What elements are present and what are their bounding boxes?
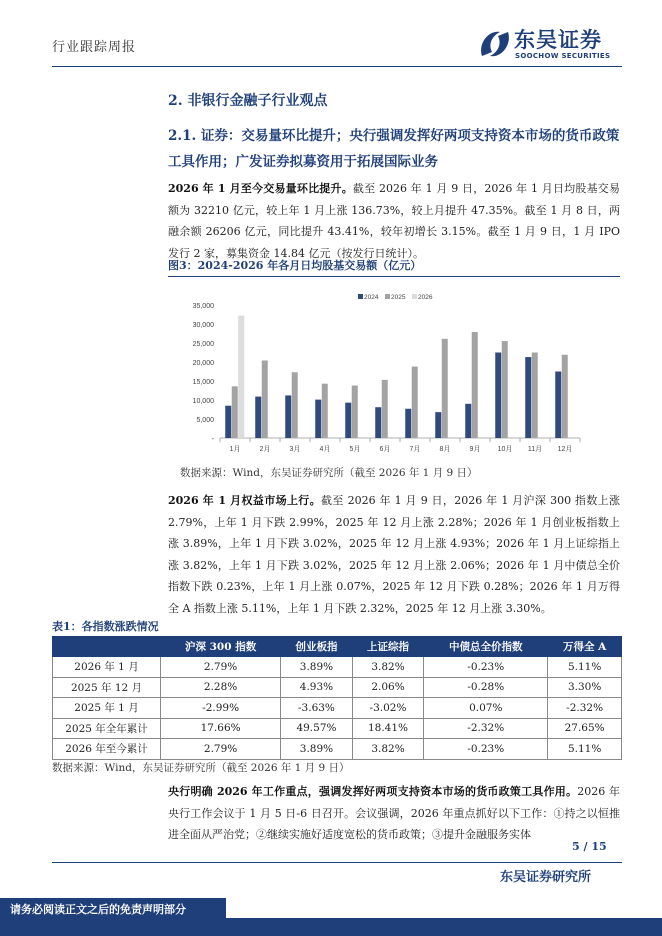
table-header-cell: 中债总全价指数 [424, 637, 548, 657]
footer-divider [52, 862, 622, 863]
table-cell: 0.07% [424, 698, 548, 719]
footer-organization: 东吴证券研究所 [500, 870, 592, 885]
paragraph-equity-market [168, 490, 620, 619]
disclaimer-text: 请务必阅读正文之后的免责声明部分 [10, 903, 186, 916]
x-tick-label: 11月 [527, 446, 543, 453]
table-header-cell: 上证综指 [352, 637, 424, 657]
table-header-cell: 万得全 A [548, 637, 622, 657]
legend-label: 2024 [364, 294, 379, 301]
table-cell: 17.66% [161, 718, 281, 739]
y-tick-label: 30,000 [192, 322, 214, 329]
table-cell: -3.02% [352, 698, 424, 719]
table-cell: -0.23% [424, 657, 548, 678]
bar-2024-9月 [465, 404, 471, 438]
bar-2025-1月 [232, 386, 238, 438]
x-tick-label: 6月 [379, 446, 391, 453]
y-tick-label: 35,000 [192, 303, 214, 310]
bar-2024-11月 [525, 357, 531, 438]
table-cell: 2.28% [161, 677, 281, 698]
table-header-cell: 创业板指 [281, 637, 353, 657]
x-tick-label: 10月 [497, 446, 513, 453]
paragraph-central-bank [168, 781, 620, 846]
table-cell: 2025 年全年累计 [53, 718, 161, 739]
index-performance-table [52, 636, 622, 760]
table-source: 数据来源：Wind，东吴证券研究所（截至 2026 年 1 月 9 日） [52, 762, 350, 774]
table-cell: -2.32% [424, 718, 548, 739]
legend-label: 2026 [418, 294, 433, 301]
bar-2024-10月 [495, 353, 501, 439]
header-divider [52, 66, 622, 67]
table-header-cell [53, 637, 161, 657]
x-tick-label: 12月 [557, 446, 573, 453]
bar-2025-3月 [292, 372, 298, 438]
table-cell: -0.23% [424, 739, 548, 760]
table-cell: 2025 年 1 月 [53, 698, 161, 719]
legend-swatch-2025 [385, 294, 390, 299]
paragraph-lead: 央行明确 2026 年工作重点，强调发挥好两项支持资本市场的货币政策工具作用。 [168, 785, 578, 798]
legend-label: 2025 [391, 294, 406, 301]
table-cell: 18.41% [352, 718, 424, 739]
table-cell: -2.99% [161, 698, 281, 719]
bar-2024-6月 [375, 407, 381, 438]
figure-title: 图3：2024-2026 年各月日均股基交易额（亿元） [168, 257, 620, 277]
bar-2024-1月 [225, 406, 231, 438]
subsection-heading: 2.1. 证券：交易量环比提升；央行强调发挥好两项支持资本市场的货币政策工具作用；广发证券拟募资用于拓展国际业务 [168, 128, 620, 170]
table-row [53, 698, 622, 719]
table-cell: 3.89% [281, 739, 353, 760]
paragraph-lead: 2026 年 1 月权益市场上行。 [168, 494, 322, 507]
table-cell: -3.63% [281, 698, 353, 719]
x-tick-label: 7月 [409, 446, 421, 453]
report-type-label: 行业跟踪周报 [52, 40, 137, 55]
bar-2025-11月 [532, 353, 538, 439]
table-cell: 2.79% [161, 657, 281, 678]
bar-2024-7月 [405, 409, 411, 438]
bar-2025-5月 [352, 386, 358, 438]
table-title: 表1：各指数涨跌情况 [52, 620, 159, 633]
logo-mark-icon [478, 26, 512, 62]
x-tick-label: 9月 [469, 446, 481, 453]
paragraph-lead: 2026 年 1 月至今交易量环比提升。 [168, 182, 353, 195]
y-tick-label: 25,000 [192, 341, 214, 348]
figure-source: 数据来源：Wind，东吴证券研究所（截至 2026 年 1 月 9 日） [180, 467, 478, 479]
table-row [53, 677, 622, 698]
table-cell: 2.79% [161, 739, 281, 760]
x-tick-label: 8月 [439, 446, 451, 453]
table-cell: 5.11% [548, 739, 622, 760]
table-cell: -2.32% [548, 698, 622, 719]
bar-2025-8月 [442, 339, 448, 438]
paragraph-body: 截至 2026 年 1 月 9 日，2026 年 1 月日均股基交易额为 32210 亿元，较上年 1 月上涨 136.73%，较上月提升 47.35%。截至 1 月 8 日，两融余额 26206 亿元，同比提升 43.41%，较年初增长 3.15%。截至 1 月 9 日，1 月 IPO 发行 2 家，募集资金 14.84 亿元（按发行日统计）。 [168, 182, 621, 260]
logo-english-text: SOOCHOW SECURITIES [515, 52, 611, 60]
y-tick-label: 5,000 [196, 417, 214, 424]
table-cell: 2025 年 12 月 [53, 677, 161, 698]
bar-2026-1月 [238, 316, 244, 438]
bar-2025-4月 [322, 384, 328, 438]
bar-2025-2月 [262, 360, 268, 438]
table-cell: 3.89% [281, 657, 353, 678]
x-tick-label: 5月 [349, 446, 361, 453]
table-cell: 5.11% [548, 657, 622, 678]
y-tick-label: - [211, 436, 214, 443]
y-tick-label: 15,000 [192, 379, 214, 386]
table-cell: 3.30% [548, 677, 622, 698]
paragraph-body: 截至 2026 年 1 月 9 日，2026 年 1 月沪深 300 指数上涨 2.79%，上年 1 月下跌 2.99%，2025 年 12 月上涨 2.28%；2026 年 1 月创业板指数上涨 3.89%，上年 1 月下跌 3.02%，2025 年 12 月上涨 4.93%；2026 年 1 月上证综指上涨 3.82%，上年 1 月下跌 3.02%，2025 年 12 月上涨 2.06%；2026 年 1 月中债总全价指数下跌 0.23%，上年 1 月上涨 0.07%，2025 年 12 月下跌 0.28%；2026 年 1 月万得全 A 指数上涨 5.11%，上年 1 月下跌 2.32%，2025 年 12 月上涨 3.30%。 [168, 494, 620, 615]
bar-chart [168, 280, 620, 460]
bar-2024-2月 [255, 397, 261, 438]
section-heading: 2. 非银行金融子行业观点 [168, 93, 328, 109]
table-cell: 2.06% [352, 677, 424, 698]
bar-2024-12月 [555, 372, 561, 439]
bar-2025-9月 [472, 332, 478, 438]
table-header-row [53, 637, 622, 657]
x-tick-label: 4月 [319, 446, 331, 453]
y-tick-label: 20,000 [192, 360, 214, 367]
table-cell: 2026 年 1 月 [53, 657, 161, 678]
table-cell: 2026 年至今累计 [53, 739, 161, 760]
bar-2025-10月 [502, 341, 508, 438]
bar-2025-12月 [562, 355, 568, 438]
disclaimer-banner [0, 898, 226, 918]
table-cell: -0.28% [424, 677, 548, 698]
bottom-band [0, 918, 662, 936]
x-tick-label: 1月 [229, 446, 241, 453]
bar-2024-8月 [435, 412, 441, 438]
table-row [53, 657, 622, 678]
company-logo [478, 24, 618, 64]
x-tick-label: 2月 [259, 446, 271, 453]
bar-2025-6月 [382, 380, 388, 438]
table-row [53, 718, 622, 739]
x-tick-label: 3月 [289, 446, 301, 453]
y-tick-label: 10,000 [192, 398, 214, 405]
paragraph-trading-volume [168, 178, 620, 264]
bar-2024-3月 [285, 395, 291, 438]
table-cell: 4.93% [281, 677, 353, 698]
table-cell: 49.57% [281, 718, 353, 739]
table-header-cell: 沪深 300 指数 [161, 637, 281, 657]
legend-swatch-2024 [358, 294, 363, 299]
legend-swatch-2026 [412, 294, 417, 299]
chart-svg [168, 280, 620, 460]
bar-2024-4月 [315, 400, 321, 438]
table-cell: 3.82% [352, 739, 424, 760]
paragraph-body: 2026 年央行工作会议于 1 月 5 日-6 日召开。会议强调，2026 年重点抓好以下工作：①持之以恒推进全面从严治党；②继续实施好适度宽松的货币政策；③提升金融服务实体 [168, 785, 620, 841]
table-cell: 27.65% [548, 718, 622, 739]
table-cell: 3.82% [352, 657, 424, 678]
page-number: 5 / 15 [572, 840, 607, 853]
bar-2024-5月 [345, 403, 351, 438]
logo-chinese-text: 东吴证券 [514, 28, 602, 52]
table-row [53, 739, 622, 760]
bar-2025-7月 [412, 367, 418, 438]
